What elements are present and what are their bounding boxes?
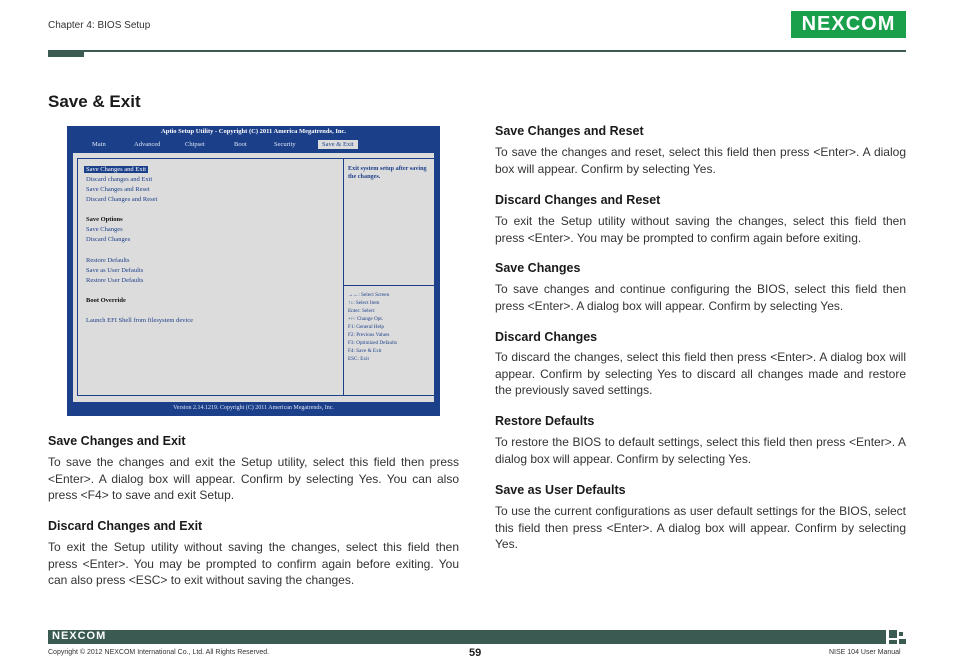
bios-section-save-options: Save Options [86, 216, 123, 223]
bios-item-discard-changes[interactable]: Discard Changes [86, 236, 131, 243]
heading-discard-changes-and-reset: Discard Changes and Reset [495, 193, 661, 207]
header-rule [48, 50, 906, 52]
bios-tab-chipset[interactable]: Chipset [185, 141, 205, 148]
page-title: Save & Exit [48, 92, 141, 111]
text-discard-changes-and-exit: To exit the Setup utility without saving the changes, select this field then press <Enter>. You may be prompted to confirm again before exiting. You can also press <ESC> to exit without saving the changes. [48, 540, 459, 587]
bios-key-esc: ESC: Exit [348, 356, 369, 362]
text-save-changes-and-exit: To save the changes and exit the Setup utility, select this field then press <Enter>. A dialog box will appear. Confirm by selecting Yes. You can also press <F4> to save and exit Setup. [48, 455, 459, 502]
bios-item-restore-defaults[interactable]: Restore Defaults [86, 257, 130, 264]
heading-discard-changes-and-exit: Discard Changes and Exit [48, 519, 203, 533]
bios-item-save-as-user-defaults[interactable]: Save as User Defaults [86, 267, 144, 274]
bios-screenshot [67, 126, 440, 416]
bios-body [73, 153, 434, 402]
text-discard-changes-and-reset: To exit the Setup utility without saving the changes, select this field then press <Enter>. You may be prompted to confirm again before exiting. [495, 214, 906, 245]
bios-tab-boot[interactable]: Boot [234, 141, 247, 148]
footer-bar [48, 630, 886, 644]
header-tab-accent [48, 50, 84, 57]
logo-text: NEXCOM [801, 13, 896, 35]
heading-save-changes: Save Changes [495, 261, 581, 275]
bios-item-discard-changes-and-exit[interactable]: Discard changes and Exit [86, 176, 153, 183]
bios-key-f1: F1: General Help [348, 324, 385, 330]
bios-item-launch-efi-shell[interactable]: Launch EFI Shell from filesystem device [86, 317, 194, 324]
bios-item-save-changes-and-exit[interactable]: Save Changes and Exit [86, 166, 147, 173]
heading-restore-defaults: Restore Defaults [495, 414, 595, 428]
chapter-label: Chapter 4: BIOS Setup [48, 20, 151, 31]
bios-item-save-changes-and-reset[interactable]: Save Changes and Reset [86, 186, 150, 193]
heading-save-changes-and-exit: Save Changes and Exit [48, 434, 186, 448]
bios-item-restore-user-defaults[interactable]: Restore User Defaults [86, 277, 144, 284]
copyright: Copyright © 2012 NEXCOM International Co., Ltd. All Rights Reserved. [48, 649, 270, 656]
bios-footer: Version 2.14.1219. Copyright (C) 2011 American Megatrends, Inc. [173, 405, 334, 411]
text-save-as-user-defaults: To use the current configurations as user default settings for the BIOS, select this field then press <Enter>. A dialog box will appear. Confirm by selecting Yes. [495, 504, 906, 551]
bios-help-panel [344, 159, 436, 286]
footer-logo: NEXCOM [52, 630, 107, 642]
bios-item-save-changes[interactable]: Save Changes [86, 226, 123, 233]
text-restore-defaults: To restore the BIOS to default settings, select this field then press <Enter>. A dialog box will appear. Confirm by selecting Yes. [495, 435, 906, 466]
bios-key-select-item: ↑↓: Select Item [348, 300, 380, 306]
manual-name: NISE 104 User Manual [829, 649, 901, 656]
page-number: 59 [469, 647, 482, 659]
bios-section-boot-override: Boot Override [86, 297, 126, 304]
bios-tab-advanced[interactable]: Advanced [134, 141, 161, 148]
bios-tab-main[interactable]: Main [92, 141, 106, 148]
footer-squares-icon [889, 630, 906, 644]
bios-key-enter: Enter: Select [348, 308, 375, 314]
text-save-changes-and-reset: To save the changes and reset, select this field then press <Enter>. A dialog box will appear. Confirm by selecting Yes. [495, 145, 906, 176]
bios-key-f3: F3: Optimized Defaults [348, 340, 397, 346]
bios-key-change-opt: +/-: Change Opt. [348, 316, 384, 322]
nexcom-logo [791, 11, 906, 38]
bios-key-select-screen: →←: Select Screen [348, 292, 390, 298]
heading-discard-changes: Discard Changes [495, 330, 598, 344]
heading-save-as-user-defaults: Save as User Defaults [495, 483, 626, 497]
bios-panel [77, 158, 436, 396]
bios-tab-bar [67, 139, 440, 153]
bios-tab-security[interactable]: Security [274, 141, 296, 148]
bios-menu [78, 159, 344, 395]
bios-key-f2: F2: Previous Values [348, 332, 390, 338]
text-save-changes: To save changes and continue configuring the BIOS, select this field then press <Enter>. A dialog box will appear. Confirm by selecting Yes. [495, 282, 906, 313]
bios-title: Aptio Setup Utility - Copyright (C) 2011 America Megatrends, Inc. [161, 128, 346, 135]
bios-tab-save-exit[interactable]: Save & Exit [318, 140, 358, 149]
heading-save-changes-and-reset: Save Changes and Reset [495, 124, 644, 138]
bios-help-text: Exit system setup after saving the changes. [348, 165, 427, 180]
bios-item-discard-changes-and-reset[interactable]: Discard Changes and Reset [86, 196, 158, 203]
bios-key-f4: F4: Save & Exit [348, 348, 382, 354]
text-discard-changes: To discard the changes, select this field then press <Enter>. A dialog box will appear. Confirm by selecting Yes to discard all changes made and restore the previously saved settings. [495, 350, 906, 397]
